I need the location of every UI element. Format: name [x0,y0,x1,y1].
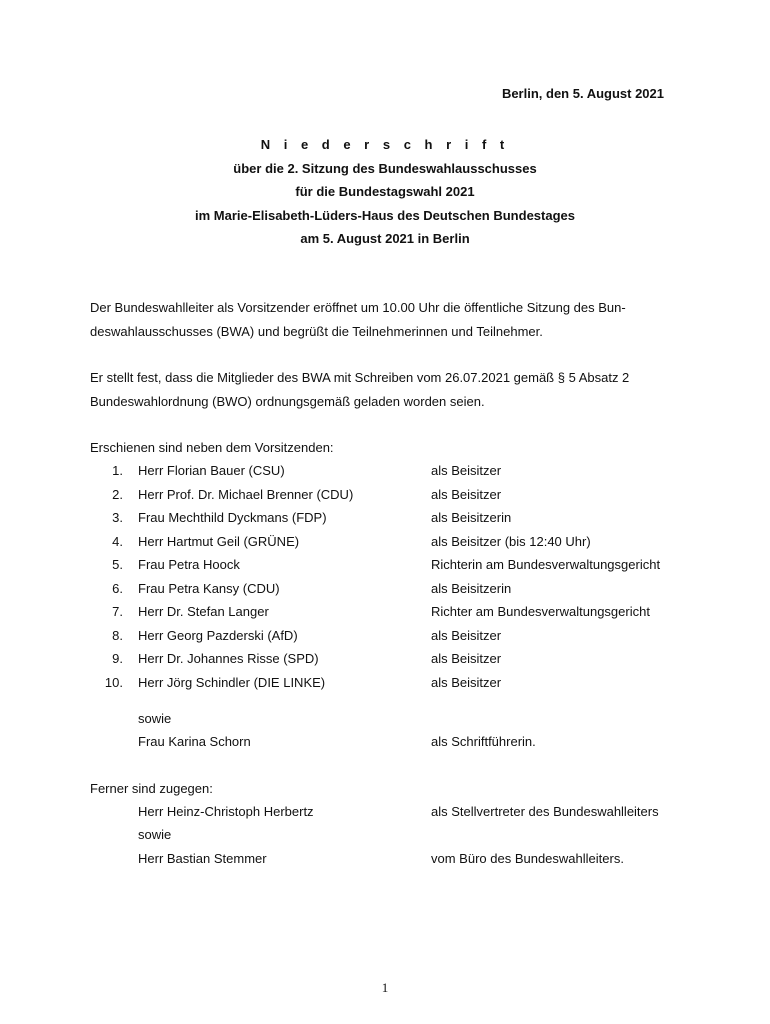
members-list [90,459,710,694]
member-name: Herr Georg Pazderski (AfD) [138,627,298,643]
also-present-role: vom Büro des Bundeswahlleiters. [431,851,624,866]
member-number: 10. [104,674,123,690]
attendees-intro: Erschienen sind neben dem Vorsitzenden: [90,440,334,455]
page-number: 1 [381,980,389,995]
recorder-name: Frau Karina Schorn [138,734,251,749]
sowie-text: sowie [138,827,172,842]
also-present-name: Herr Bastian Stemmer [138,851,267,866]
sowie-line [90,707,710,731]
member-row [90,577,710,601]
also-present-intro: Ferner sind zugegen: [90,781,213,796]
member-number: 2. [112,486,123,502]
heading-line-2: über die 2. Sitzung des Bundeswahlausschusses [233,160,537,176]
paragraph-line: Der Bundeswahlleiter als Vorsitzender eröffnet um 10.00 Uhr die öffentliche Sitzung des Bun- [90,300,626,315]
member-row [90,459,710,483]
member-role: als Beisitzerin [431,510,512,525]
member-role: Richter am Bundesverwaltungsgericht [431,604,650,619]
member-number: 8. [112,627,123,643]
also-present-role: als Stellvertreter des Bundeswahlleiters [431,804,659,819]
sowie-line [90,823,710,847]
document-heading [0,133,770,251]
member-role: als Beisitzer [431,674,502,690]
heading-line-4: im Marie-Elisabeth-Lüders-Haus des Deutschen Bundestages [195,207,575,223]
member-number: 9. [112,651,123,666]
also-present-row [90,847,710,871]
member-row [90,671,710,695]
member-row [90,530,710,554]
member-name: Herr Prof. Dr. Michael Brenner (CDU) [138,486,354,502]
member-role: Richterin am Bundesverwaltungsgericht [431,557,661,572]
member-role: als Beisitzerin [431,580,512,596]
member-row [90,647,710,671]
paragraph-line: deswahlausschusses (BWA) und begrüßt die Teilnehmerinnen und Teilnehmer. [90,323,543,339]
member-role: als Beisitzer [431,627,502,643]
member-role: als Beisitzer [431,463,502,478]
member-number: 6. [112,580,123,596]
sowie-text: sowie [138,711,172,726]
member-row [90,600,710,624]
member-row [90,624,710,648]
member-row [90,553,710,577]
member-name: Herr Dr. Stefan Langer [138,604,269,619]
member-row [90,506,710,530]
member-number: 1. [112,463,123,478]
member-number: 7. [112,604,123,619]
paragraph-line: Bundeswahlordnung (BWO) ordnungsgemäß geladen worden seien. [90,393,485,409]
member-name: Herr Jörg Schindler (DIE LINKE) [138,674,326,690]
member-number: 4. [112,533,123,549]
member-name: Herr Florian Bauer (CSU) [138,463,285,478]
also-present-name: Herr Heinz-Christoph Herbertz [138,804,314,819]
member-role: als Beisitzer [431,486,502,502]
recorder-role: als Schriftführerin. [431,734,536,749]
member-number: 3. [112,510,123,525]
member-name: Herr Dr. Johannes Risse (SPD) [138,651,319,666]
member-role: als Beisitzer (bis 12:40 Uhr) [431,533,591,549]
heading-title: N i e d e r s c h r i f t [260,137,510,152]
member-name: Herr Hartmut Geil (GRÜNE) [138,533,300,549]
member-row [90,483,710,507]
heading-line-5: am 5. August 2021 in Berlin [300,231,470,246]
invitation-paragraph [90,366,690,413]
member-name: Frau Petra Hoock [138,557,240,572]
member-name: Frau Mechthild Dyckmans (FDP) [138,510,327,525]
heading-line-3: für die Bundestagswahl 2021 [295,184,475,199]
opening-paragraph [90,296,690,343]
paragraph-line: Er stellt fest, dass die Mitglieder des BWA mit Schreiben vom 26.07.2021 gemäß § 5 Absatz 2 [90,370,630,385]
member-role: als Beisitzer [431,651,502,666]
member-name: Frau Petra Kansy (CDU) [138,580,280,596]
recorder-row [90,730,710,754]
member-number: 5. [112,557,123,572]
also-present-row [90,800,710,824]
date-line: Berlin, den 5. August 2021 [501,86,664,101]
